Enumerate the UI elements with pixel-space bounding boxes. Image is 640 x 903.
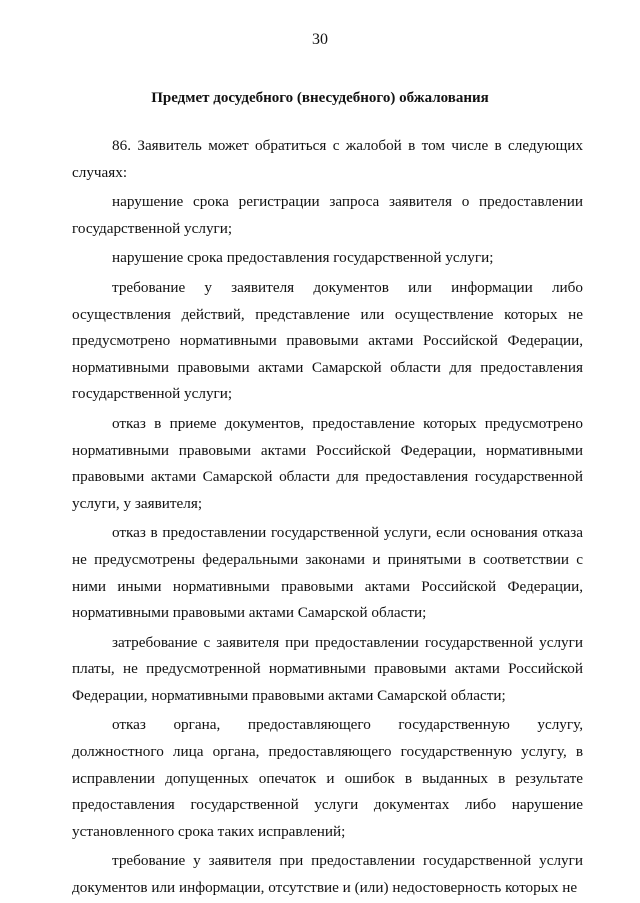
paragraph-86-intro: 86. Заявитель может обратиться с жалобой в том числе в следующих случаях: (72, 137, 583, 181)
page-number: 30 (312, 31, 328, 48)
body-text (72, 133, 583, 902)
paragraph-registration-violation: нарушение срока регистрации запроса заявителя о предоставлении государственной услуги; (72, 193, 583, 237)
paragraph-deadline-violation: нарушение срока предоставления государственной услуги; (112, 249, 494, 267)
paragraph-correction-refusal: отказ органа, предоставляющего государственную услугу, должностного лица органа, предоставляющего государственную услугу, в исправлении допущенных опечаток и ошибок в выданных в результате предоставления государственной услуги документах либо нарушение установленного срока таких исправлений; (72, 716, 583, 840)
paragraph-service-refusal: отказ в предоставлении государственной услуги, если основания отказа не предусмотрены федеральными законами и принятыми в соответствии с ними иными нормативными правовыми актами Российской Федерации, нормативными правовыми актами Самарской области; (72, 524, 583, 622)
paragraph-document-requirement: требование у заявителя документов или информации либо осуществления действий, представление или осуществление которых не предусмотрено нормативными правовыми актами Российской Федерации, нормативными правовыми актами Самарской области для предоставления государственной услуги; (72, 278, 583, 403)
paragraph-fee-demand: затребование с заявителя при предоставлении государственной услуги платы, не предусмотренной нормативными правовыми актами Российской Федерации, нормативными правовыми актами Самарской области; (72, 633, 583, 704)
section-heading: Предмет досудебного (внесудебного) обжалования (151, 90, 489, 106)
paragraph-acceptance-refusal: отказ в приеме документов, предоставление которых предусмотрено нормативными правовыми актами Российской Федерации, нормативными правовыми актами Самарской области для предоставления государственной услуги, у заявителя; (72, 414, 583, 512)
paragraph-missing-documents: требование у заявителя при предоставлении государственной услуги документов или информации, отсутствие и (или) недостоверность которых не (72, 852, 583, 897)
